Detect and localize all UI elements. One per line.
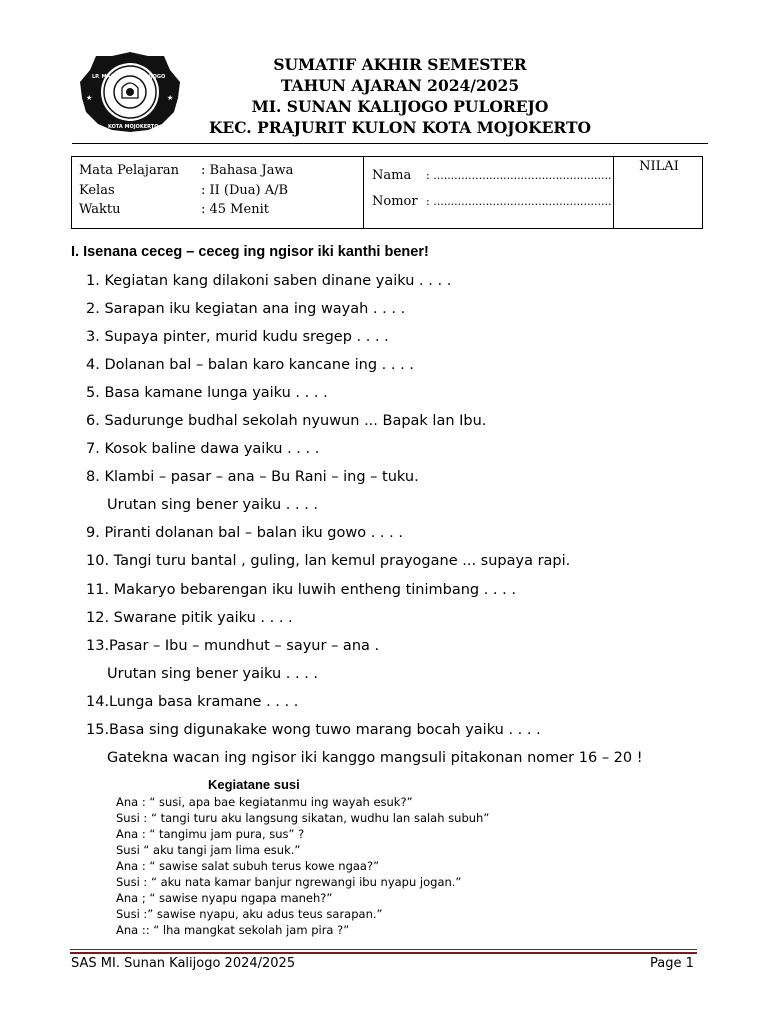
question-item: 12. Swarane pitik yaiku . . . . (86, 610, 293, 626)
name-label: Nama (372, 168, 412, 183)
time-label: Waktu (79, 202, 121, 217)
question-item: 13.Pasar – Ibu – mundhut – sayur – ana . (86, 638, 380, 654)
story-title: Kegiatane susi (208, 777, 300, 792)
question-item: 7. Kosok baline dawa yaiku . . . . (86, 441, 320, 457)
question-item: 5. Basa kamane lunga yaiku . . . . (86, 385, 328, 401)
page-number: Page 1 (650, 956, 694, 971)
exam-title-block (200, 54, 600, 138)
dialogue-line: Ana :: “ lha mangkat sekolah jam pira ?” (116, 923, 350, 937)
title-line: KEC. PRAJURIT KULON KOTA MOJOKERTO (208, 118, 592, 137)
question-item: 4. Dolanan bal – balan karo kancane ing . . . . (86, 357, 414, 373)
svg-text:KALIJOGO: KALIJOGO (138, 74, 166, 80)
svg-text:★: ★ (86, 94, 93, 102)
footer-divider-thick (70, 952, 697, 954)
section-title: I. Isenana ceceg – ceceg ing ngisor iki kanthi bener! (71, 244, 429, 260)
score-label: NILAI (639, 159, 679, 174)
footer-divider (70, 949, 697, 950)
score-box[interactable] (614, 157, 704, 228)
header-divider (72, 143, 708, 144)
dialogue-line: Ana ; “ sawise nyapu ngapa maneh?” (116, 891, 333, 905)
dialogue-line: Ana : “ sawise salat subuh terus kowe ngaa?” (116, 859, 380, 873)
question-item: 1. Kegiatan kang dilakoni saben dinane yaiku . . . . (86, 273, 452, 289)
number-label: Nomor (372, 194, 418, 209)
exam-info-table (71, 156, 703, 229)
question-item: 14.Lunga basa kramane . . . . (86, 694, 299, 710)
question-item: 6. Sadurunge budhal sekolah nyuwun ... Bapak lan Ibu. (86, 413, 487, 429)
question-item: 11. Makaryo bebarengan iku luwih entheng tinimbang . . . . (86, 582, 516, 598)
question-item: 15.Basa sing digunakake wong tuwo marang bocah yaiku . . . . (86, 722, 541, 738)
number-row[interactable] (372, 194, 612, 209)
question-subline: Urutan sing bener yaiku . . . . (107, 497, 319, 513)
svg-text:★: ★ (167, 94, 174, 102)
school-logo (78, 50, 182, 134)
subject-row (79, 163, 293, 178)
question-item: 10. Tangi turu bantal , guling, lan kemul prayogane ... supaya rapi. (86, 553, 571, 569)
subject-value: : Bahasa Jawa (201, 163, 294, 178)
name-field[interactable]: : ................................................... (426, 169, 612, 182)
title-line: SUMATIF AKHIR SEMESTER (273, 55, 527, 74)
svg-text:KOTA MOJOKERTO: KOTA MOJOKERTO (108, 124, 159, 130)
title-line: MI. SUNAN KALIJOGO PULOREJO (251, 97, 549, 116)
student-info (364, 157, 614, 228)
dialogue-line: Susi : “ aku nata kamar banjur ngrewangi ibu nyapu jogan.” (116, 875, 462, 889)
dialogue-line: Susi : “ tangi turu aku langsung sikatan, wudhu lan salah subuh” (116, 811, 490, 825)
dialogue-line: Ana : “ susi, apa bae kegiatanmu ing wayah esuk?” (116, 795, 413, 809)
question-subline: Urutan sing bener yaiku . . . . (107, 666, 319, 682)
question-item: 8. Klambi – pasar – ana – Bu Rani – ing – tuku. (86, 469, 419, 485)
question-item: 9. Piranti dolanan bal – balan iku gowo . . . . (86, 525, 403, 541)
dialogue-line: Ana : “ tangimu jam pura, sus” ? (116, 827, 305, 841)
reading-instruction: Gatekna wacan ing ngisor iki kanggo mangsuli pitakonan nomer 16 – 20 ! (107, 750, 643, 766)
class-value: : II (Dua) A/B (201, 183, 289, 198)
time-row (79, 202, 269, 217)
subject-info (72, 157, 364, 228)
time-value: : 45 Menit (201, 202, 269, 217)
svg-text:LP. MAARIF: LP. MAARIF (92, 74, 124, 80)
name-row[interactable] (372, 168, 612, 183)
question-item: 2. Sarapan iku kegiatan ana ing wayah . . . . (86, 301, 406, 317)
dialogue-line: Susi :” sawise nyapu, aku adus teus sarapan.” (116, 907, 383, 921)
footer-school-label: SAS MI. Sunan Kalijogo 2024/2025 (71, 956, 296, 971)
dialogue-line: Susi “ aku tangi jam lima esuk.” (116, 843, 301, 857)
class-row (79, 183, 288, 198)
question-item: 3. Supaya pinter, murid kudu sregep . . . . (86, 329, 389, 345)
title-line: TAHUN AJARAN 2024/2025 (280, 76, 520, 95)
class-label: Kelas (79, 183, 115, 198)
number-field[interactable]: : ................................................... (426, 195, 612, 208)
subject-label: Mata Pelajaran (79, 163, 180, 178)
